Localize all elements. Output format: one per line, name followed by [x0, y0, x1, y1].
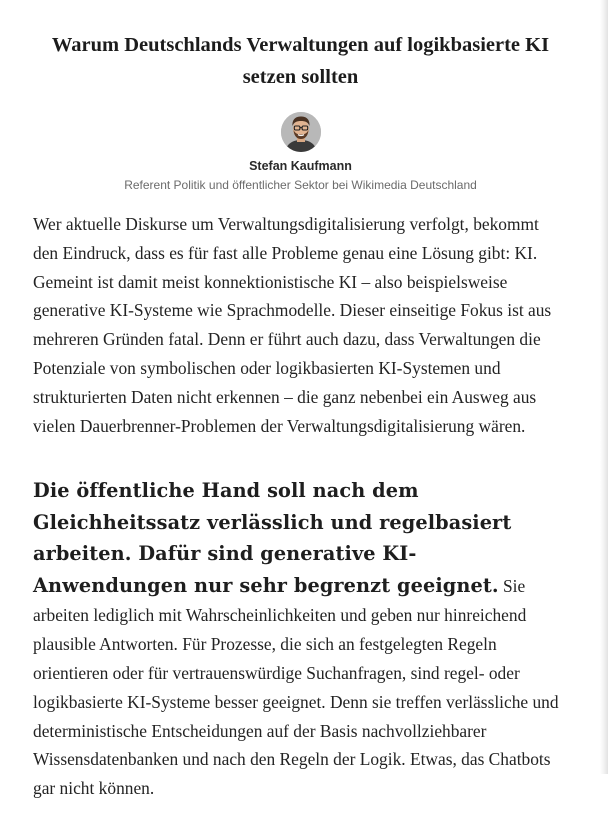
- section-text: Sie arbeiten lediglich mit Wahrscheinlichkeiten und geben nur hinreichend plausible Antworten. Für Prozesse, die sich an festgelegten Regeln orientieren oder für vertrauenswürdige Suchanfragen, sind regel- oder logikbasierte KI-Systeme besser geeignet. Denn sie treffen verlässliche und deterministische Entscheidungen auf der Basis nachvollziehbarer Wissensdatenbanken und nach den Regeln der Logik. Etwas, das Chatbots gar nicht können.: [33, 575, 559, 799]
- page-edge-shadow: [600, 0, 608, 774]
- author-avatar[interactable]: [281, 112, 321, 152]
- intro-paragraph: Wer aktuelle Diskurse um Verwaltungsdigitalisierung verfolgt, bekommt den Eindruck, dass es für fast alle Probleme genau eine Lösung gibt: KI. Gemeint ist damit meist konnektionistische KI – also beispielsweise generative KI-Systeme wie Sprachmodelle. Dieser einseitige Fokus ist aus mehreren Gründen fatal. Denn er führt auch dazu, dass Verwaltungen die Potenziale von symbolischen oder logikbasierten KI-Systemen und strukturierten Daten nicht erkennen – die ganz nebenbei ein Ausweg aus vielen Dauerbrenner-Problemen der Verwaltungsdigitalisierung wären.: [33, 214, 552, 436]
- author-role: Referent Politik und öffentlicher Sektor bei Wikimedia Deutschland: [124, 178, 477, 192]
- section-lead: Die öffentliche Hand soll nach dem Gleichheitssatz verlässlich und regelbasiert arbeiten. Dafür sind generative KI-Anwendungen nur sehr begrenzt geeignet.: [33, 479, 512, 597]
- article-title: Warum Deutschlands Verwaltungen auf logikbasierte KI setzen sollten: [51, 34, 550, 88]
- author-name[interactable]: Stefan Kaufmann: [249, 159, 352, 173]
- article: [33, 0, 568, 820]
- section-paragraph: [33, 475, 568, 803]
- author-block: [33, 112, 568, 193]
- author-portrait-icon: [281, 112, 321, 152]
